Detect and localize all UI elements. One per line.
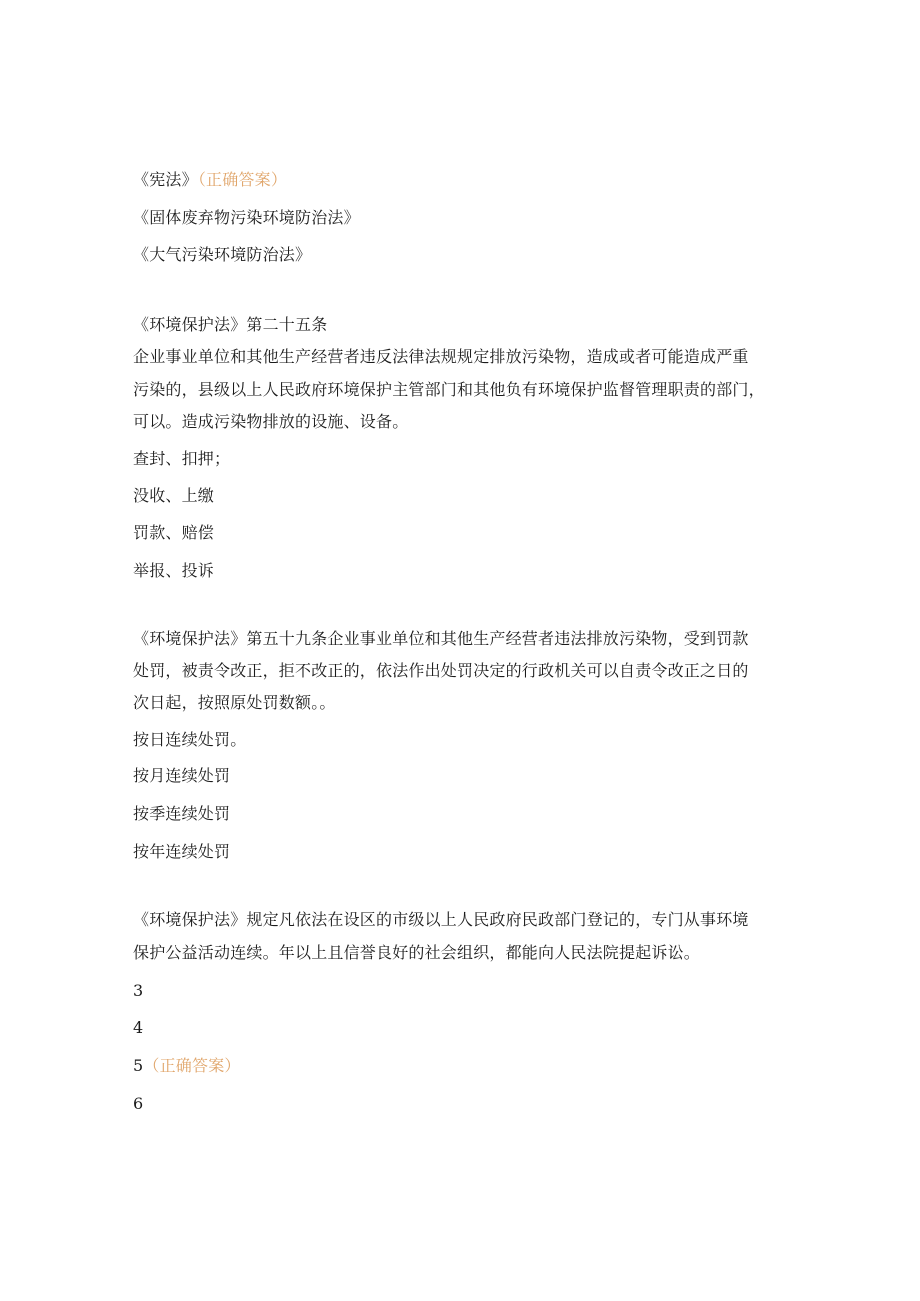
q2-option-b: 没收、上缴 [133, 486, 215, 505]
q1-option-a: 《宪法》（正确答案） [133, 170, 288, 189]
q3-option-c: 按季连续处罚 [133, 804, 231, 823]
q2-stem-line-3: 污染的，县级以上人民政府环境保护主管部门和其他负有环境保护监督管理职责的部门， [133, 380, 765, 399]
q1-option-b: 《固体废弃物污染环境防治法》 [133, 208, 360, 227]
q3-stem-line-1: 《环境保护法》第五十九条企业事业单位和其他生产经营者违法排放污染物，受到罚款 [133, 629, 749, 648]
q2-stem-line-1: 《环境保护法》第二十五条 [133, 315, 328, 334]
q3-stem-line-2: 处罚，被责令改正，拒不改正的，依法作出处罚决定的行政机关可以自责令改正之日的 [133, 661, 749, 680]
q4-stem-line-2: 保护公益活动连续。年以上且信誉良好的社会组织，都能向人民法院提起诉讼。 [133, 943, 701, 962]
q4-option-a: 3 [133, 981, 144, 1000]
q4-option-d: 6 [133, 1094, 144, 1113]
q3-option-a: 按日连续处罚。 [133, 730, 247, 749]
q4-option-b: 4 [133, 1018, 144, 1037]
q2-stem-line-4: 可以。造成污染物排放的设施、设备。 [133, 412, 409, 431]
q2-stem-line-2: 企业事业单位和其他生产经营者违反法律法规规定排放污染物，造成或者可能造成严重 [133, 347, 749, 366]
q3-option-b: 按月连续处罚 [133, 766, 231, 785]
q4-stem-line-1: 《环境保护法》规定凡依法在设区的市级以上人民政府民政部门登记的，专门从事环境 [133, 910, 749, 929]
q2-option-d: 举报、投诉 [133, 561, 215, 580]
correct-answer-tag: （正确答案） [143, 1056, 241, 1075]
q4-option-c: 5（正确答案） [133, 1056, 241, 1075]
q1-option-c: 《大气污染环境防治法》 [133, 245, 312, 264]
q3-stem-line-3: 次日起，按照原处罚数额。。 [133, 693, 336, 712]
correct-answer-tag: （正确答案） [197, 170, 288, 189]
q2-option-a: 查封、扣押； [133, 449, 231, 468]
q3-option-d: 按年连续处罚 [133, 842, 231, 861]
q2-option-c: 罚款、赔偿 [133, 523, 215, 542]
